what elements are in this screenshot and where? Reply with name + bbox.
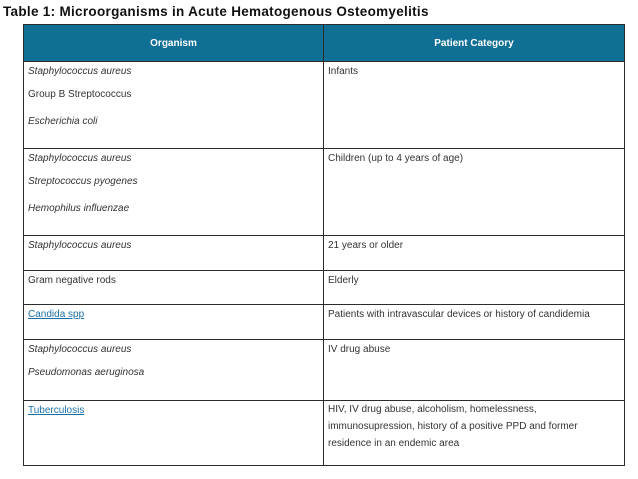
patient-category: Patients with intravascular devices or history of candidemia [328,309,590,320]
patient-category: 21 years or older [328,240,404,251]
organism-name: Gram negative rods [28,275,116,286]
category-cell [324,271,625,305]
patient-category: Infants [328,66,359,77]
organism-name: Hemophilus influenzae [28,203,130,214]
patient-category-line: immunosupression, history of a positive PPD and former [328,421,578,432]
header-organism: Organism [24,25,324,62]
category-cell [324,305,625,340]
organism-cell [24,401,324,466]
table-row [24,236,625,271]
organism-cell [24,305,324,340]
category-cell [324,62,625,149]
table-caption: Table 1: Microorganisms in Acute Hematogenous Osteomyelitis [3,4,429,19]
patient-category: Children (up to 4 years of age) [328,153,464,164]
table-row [24,340,625,401]
organism-cell [24,149,324,236]
organism-cell [24,236,324,271]
category-cell [324,149,625,236]
category-cell [324,236,625,271]
organism-name: Staphylococcus aureus [28,240,132,251]
organism-name: Streptococcus pyogenes [28,176,138,187]
patient-category: IV drug abuse [328,344,391,355]
table-header-row [24,25,625,62]
organism-cell [24,340,324,401]
patient-category-line: HIV, IV drug abuse, alcoholism, homelessness, [328,404,537,415]
category-cell [324,340,625,401]
header-patient-category: Patient Category [324,25,625,62]
organism-name: Pseudomonas aeruginosa [28,367,145,378]
table-row [24,62,625,149]
patient-category: Elderly [328,275,359,286]
table-row [24,305,625,340]
organism-name: Escherichia coli [28,116,98,127]
microorganisms-table [23,24,625,466]
organism-name: Staphylococcus aureus [28,153,132,164]
table-row [24,271,625,305]
patient-category-line: residence in an endemic area [328,438,460,449]
organism-cell [24,271,324,305]
table-row [24,149,625,236]
organism-name: Group B Streptococcus [28,89,132,100]
candida-spp-link[interactable]: Candida spp [28,309,85,320]
organism-name: Staphylococcus aureus [28,66,132,77]
table-row [24,401,625,466]
category-cell [324,401,625,466]
organism-cell [24,62,324,149]
organism-name: Staphylococcus aureus [28,344,132,355]
tuberculosis-link[interactable]: Tuberculosis [28,405,85,416]
